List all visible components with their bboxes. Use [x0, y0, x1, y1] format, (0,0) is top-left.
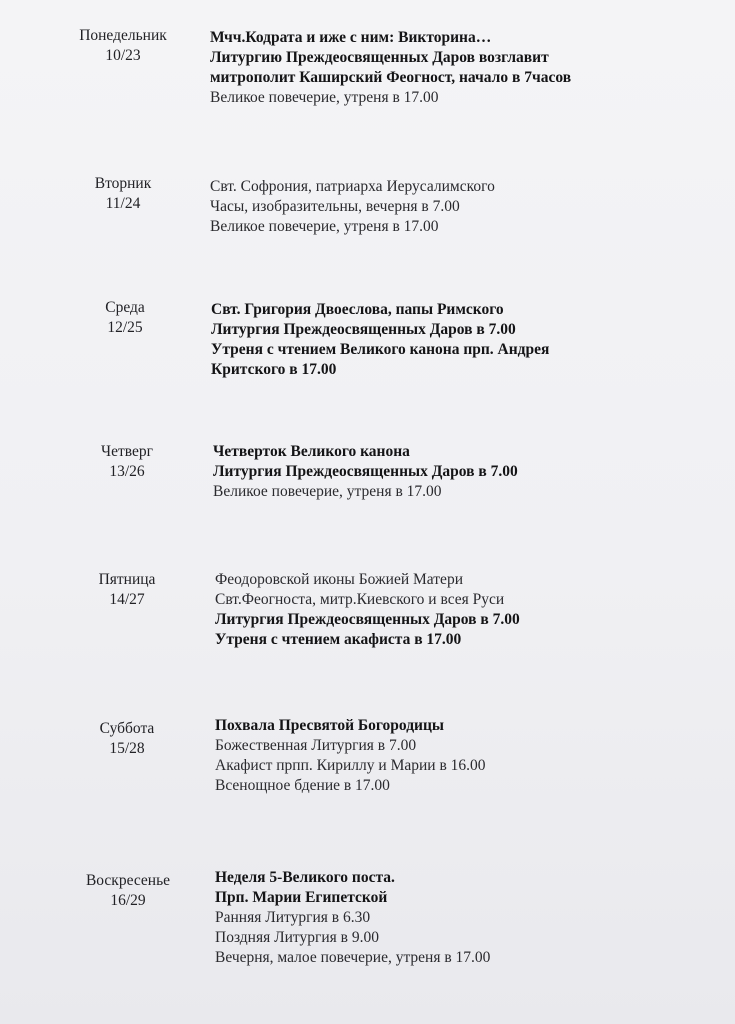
event-line: Поздняя Литургия в 9.00	[215, 929, 379, 946]
day-label	[66, 174, 180, 214]
event-line: Всенощное бдение в 17.00	[215, 777, 390, 794]
event-line: митрополит Каширский Феогност, начало в 7часов	[210, 69, 572, 86]
day-label	[68, 298, 182, 338]
day-name: Пятница	[98, 571, 156, 588]
event-line: Утреня с чтением Великого канона прп. Андрея	[211, 341, 550, 358]
day-events	[211, 300, 549, 380]
day-events	[213, 442, 518, 502]
day-label	[70, 719, 184, 759]
day-events	[215, 570, 520, 650]
day-date: 12/25	[107, 319, 143, 336]
day-name: Четверг	[101, 443, 153, 460]
event-line: Литургия Преждеосвященных Даров в 7.00	[211, 321, 516, 338]
day-label	[70, 442, 184, 482]
event-line: Вечерня, малое повечерие, утреня в 17.00	[215, 949, 491, 966]
event-line: Неделя 5-Великого поста.	[215, 869, 395, 886]
day-name: Среда	[105, 299, 145, 316]
event-line: Литургия Преждеосвященных Даров в 7.00	[215, 611, 520, 628]
day-date: 10/23	[105, 47, 141, 64]
event-line: Прп. Марии Египетской	[215, 889, 388, 906]
event-line: Литургию Преждеосвященных Даров возглавит	[210, 49, 549, 66]
event-line: Великое повечерие, утреня в 17.00	[210, 218, 439, 235]
day-label	[70, 570, 184, 610]
day-name: Воскресенье	[85, 872, 171, 889]
day-events	[210, 28, 571, 108]
day-date: 14/27	[109, 591, 145, 608]
event-line: Свт.Феогноста, митр.Киевского и всея Руси	[215, 591, 505, 608]
event-line: Божественная Литургия в 7.00	[215, 737, 417, 754]
day-label	[71, 871, 185, 911]
day-events	[215, 716, 486, 796]
event-line: Литургия Преждеосвященных Даров в 7.00	[213, 463, 518, 480]
day-name: Суббота	[99, 720, 155, 737]
day-name: Вторник	[94, 175, 152, 192]
day-name: Понедельник	[79, 27, 167, 44]
day-events	[215, 868, 490, 968]
event-line: Похвала Пресвятой Богородицы	[215, 717, 445, 734]
event-line: Свт. Григория Двоеслова, папы Римского	[211, 301, 504, 318]
event-line: Четверток Великого канона	[213, 443, 410, 460]
event-line: Мчч.Кодрата и иже с ним: Викторина…	[210, 29, 492, 46]
day-date: 11/24	[105, 195, 141, 212]
event-line: Утреня с чтением акафиста в 17.00	[215, 631, 462, 648]
event-line: Великое повечерие, утреня в 17.00	[210, 89, 439, 106]
event-line: Часы, изобразительны, вечерня в 7.00	[210, 198, 460, 215]
event-line: Ранняя Литургия в 6.30	[215, 909, 371, 926]
event-line: Акафист прпп. Кириллу и Марии в 16.00	[215, 757, 486, 774]
event-line: Свт. Софрония, патриарха Иерусалимского	[210, 178, 495, 195]
day-events	[210, 177, 495, 237]
event-line: Великое повечерие, утреня в 17.00	[213, 483, 442, 500]
day-label	[66, 26, 180, 66]
event-line: Феодоровской иконы Божией Матери	[215, 571, 463, 588]
day-date: 15/28	[109, 740, 145, 757]
day-date: 13/26	[109, 463, 145, 480]
day-date: 16/29	[110, 892, 146, 909]
event-line: Критского в 17.00	[211, 361, 337, 378]
